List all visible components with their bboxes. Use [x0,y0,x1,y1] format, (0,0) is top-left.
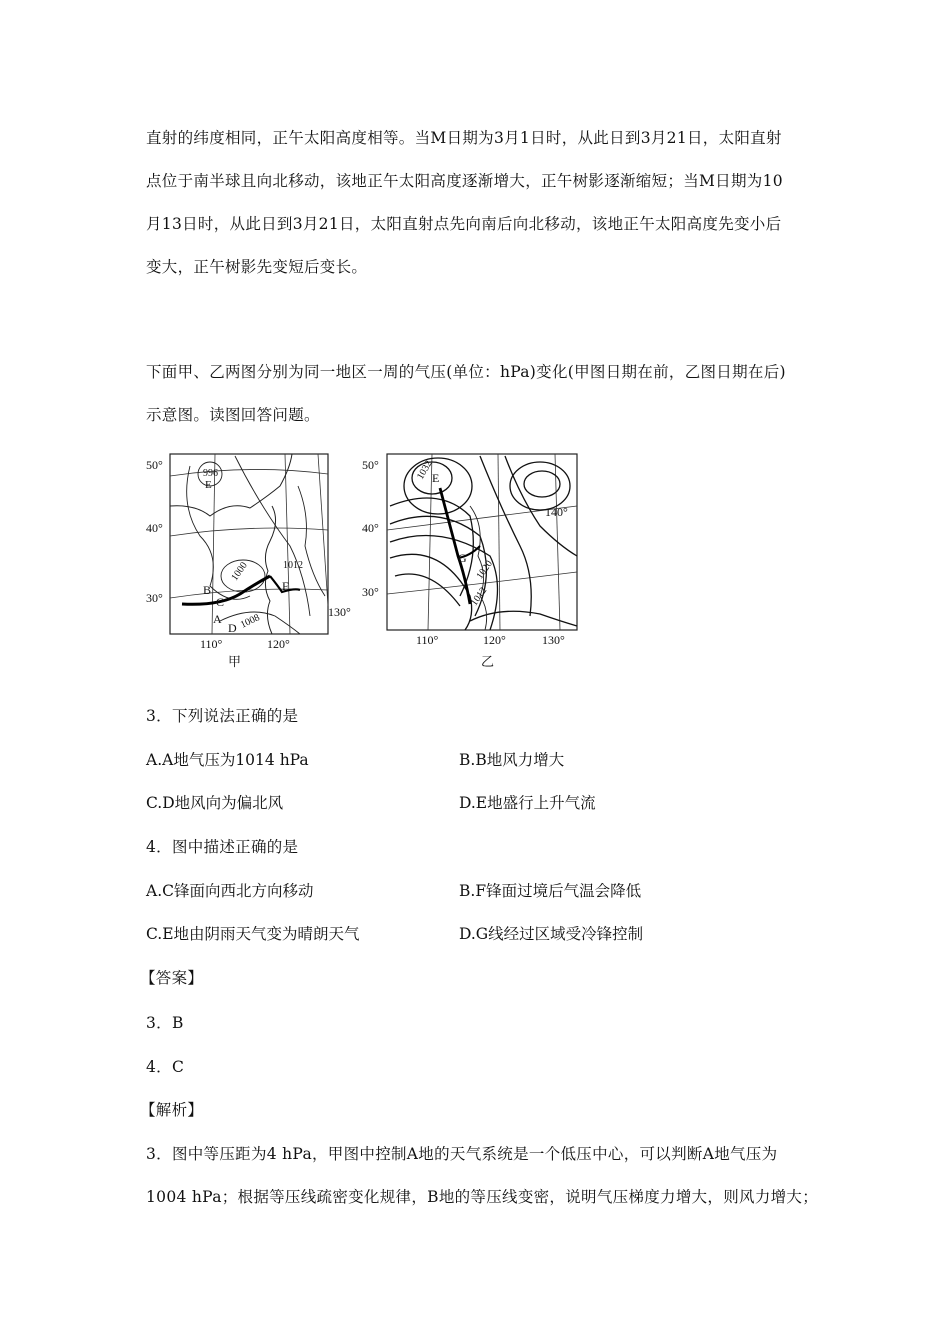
option-a: A.C锋面向西北方向移动 [146,882,314,900]
point-label: C [216,595,225,609]
pressure-maps-figure [140,446,580,676]
text-line: 变大，正午树影先变短后变长。 [146,258,368,276]
map-caption: 甲 [228,654,242,669]
option-c: C.D地风向为偏北风 [146,794,284,812]
option-a: A.A地气压为1014 hPa [146,751,309,769]
text-line: 1004 hPa；根据等压线疏密变化规律，B地的等压线变密，说明气压梯度力增大，则风力增大； [146,1188,819,1206]
isobar-label: 1012 [468,585,490,609]
latitude-label: 40° [362,521,379,535]
longitude-label: 120° [483,633,506,647]
longitude-label: 110° [200,637,223,651]
analysis-heading: 【解析】 [140,1101,204,1119]
longitude-label: 120° [267,637,290,651]
text-line: 3．图中等压距为4 hPa，甲图中控制A地的天气系统是一个低压中心，可以判断A地气压为 [146,1145,778,1163]
latitude-label: 50° [362,458,379,472]
isobar-label: 996 [203,468,218,479]
answer-heading: 【答案】 [140,969,204,987]
point-label: F [282,579,289,593]
text-line: 直射的纬度相同，正午太阳高度相等。当M日期为3月1日时，从此日到3月21日，太阳直射 [146,129,782,147]
latitude-label: 50° [146,458,163,472]
point-label: A [213,612,222,626]
option-b: B.F锋面过境后气温会降低 [459,882,642,900]
isobar-label: 1020 [474,558,495,582]
point-label: D [228,621,237,635]
longitude-label: 130° [542,633,565,647]
option-d: D.G线经过区域受冷锋控制 [459,925,644,943]
map-yi [362,454,577,669]
map-caption: 乙 [481,654,495,669]
answer-3: 3．B [146,1014,184,1032]
question-stem: 3．下列说法正确的是 [146,707,299,725]
point-label: G [458,551,467,565]
latitude-label: 40° [146,521,163,535]
map-jia [146,454,351,669]
latitude-label: 30° [362,585,379,599]
isobar-label: 1012 [283,560,303,571]
longitude-label: 130° [328,605,351,619]
option-b: B.B地风力增大 [459,751,565,769]
isobar-label: 1032 [415,458,435,482]
option-c: C.E地由阴雨天气变为晴朗天气 [146,925,360,943]
text-line: 月13日时，从此日到3月21日，太阳直射点先向南后向北移动，该地正午太阳高度先变小后 [146,215,782,233]
text-line: 示意图。读图回答问题。 [146,406,320,424]
text-line: 点位于南半球且向北移动，该地正午太阳高度逐渐增大，正午树影逐渐缩短；当M日期为10 [146,172,783,190]
question-stem: 4．图中描述正确的是 [146,838,299,856]
text-line: 下面甲、乙两图分别为同一地区一周的气压(单位：hPa)变化(甲图日期在前，乙图日期在后) [146,363,786,381]
isobar-label: 1008 [238,612,262,631]
isobar-label: 1000 [229,560,250,583]
longitude-label: 110° [416,633,439,647]
answer-4: 4．C [146,1058,185,1076]
option-d: D.E地盛行上升气流 [459,794,596,812]
point-label: B [203,583,212,597]
latitude-label: 30° [146,591,163,605]
point-label: E [205,479,212,491]
longitude-label: 140° [545,505,568,519]
point-label: E [432,471,440,485]
